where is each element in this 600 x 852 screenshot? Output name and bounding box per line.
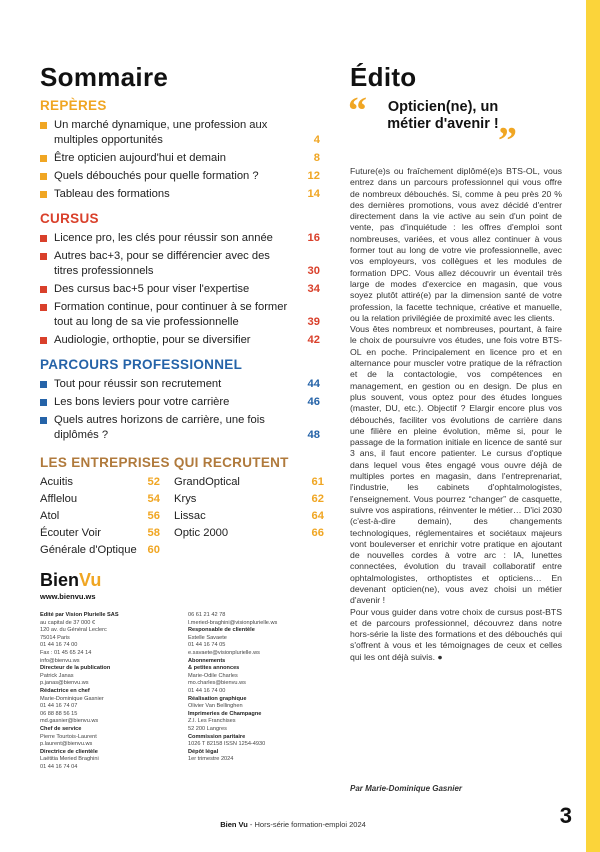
sommaire-title: Sommaire	[40, 62, 169, 92]
toc-item-page: 48	[307, 429, 320, 441]
credit-line: Directrice de clientèle	[40, 748, 98, 755]
square-bullet-icon	[40, 235, 47, 242]
credit-line: Edité par Vision Plurielle SAS	[40, 612, 119, 618]
company-name: Générale d'Optique	[40, 544, 137, 556]
close-quote-icon: ”	[498, 120, 517, 162]
company-page: 64	[311, 510, 324, 522]
company-item[interactable]	[174, 526, 324, 541]
credit-line: Marie-Dominique Gasnier	[40, 695, 104, 702]
company-page: 54	[147, 493, 160, 505]
edito-paragraph: Future(e)s ou fraîchement diplômé(e)s BTS-OL, vous entrez dans un parcours professionnel qui vous offre de nombreux débouchés. Si, comme à peu près 20 % des dernières promotions, vous avez décidé d'entrer directement dans la vie active au sein d'un point de vente, pas d'inquiétude : les offres d'emploi sont nombreuses, variées, et vous allez continuer à vous former tout au long de votre vie professionnelle, avec vos employeurs, vos collègues et les modules de formation DPC. Vous allez découvrir un éventail très large de modes d'exercice en magasin, que vous soyez plutôt attiré(e) par la dimension santé de votre profession, la facette technique, créative et manuelle, ou la relation privilégiée de proximité avec les clients.	[350, 166, 562, 323]
credit-line: 1026 T 82158 ISSN 1254-4930	[188, 741, 266, 748]
company-item[interactable]	[40, 475, 160, 490]
toc-item-label: Licence pro, les clés pour réussir son année	[54, 232, 273, 244]
company-page: 52	[147, 476, 160, 488]
credit-line: 01 44 16 74 05	[188, 642, 226, 649]
company-page: 66	[311, 527, 324, 539]
toc-item[interactable]	[40, 377, 322, 392]
toc-item[interactable]	[40, 395, 322, 410]
toc-item-label: Être opticien aujourd'hui et demain	[54, 152, 226, 164]
edito-body	[350, 166, 562, 663]
company-page: 61	[311, 476, 324, 488]
open-quote-icon: “	[348, 90, 367, 132]
square-bullet-icon	[40, 337, 47, 344]
credit-line: Laëtitia Meried Braghini	[40, 756, 99, 763]
company-name: Lissac	[174, 510, 206, 522]
toc-item-page: 42	[307, 334, 320, 346]
section-title-cursus: CURSUS	[40, 211, 99, 226]
credit-line: 01 44 16 74 00	[40, 642, 78, 649]
company-name: Optic 2000	[174, 527, 229, 539]
edito-paragraph: Vous êtes nombreux et nombreuses, pourtant, à faire le choix de poursuivre vos études, une fois votre BTS-OL en poche. Principalement en licence pro et en alternance pour muscler votre pratique de la réfraction et de la contactologie, vos compétences en management, en gestion ou en design. De plus en plus souvent, vous optez pour des études longues (master, DU, etc.). Objectif ? Elargir encore plus vos débouchés, faciliter vos évolutions de carrière dans une filière en pleine évolution, même si, pour le passage de la formation initiale en licence de santé sur 3 ans, il faut encore patienter. Le cursus d'optique dans lequel vous êtes engagé vous ouvre déjà de multiples portes en magasin, dans l'entreprenariat, l'industrie, les cabinets d'ophtalmologistes, l'enseignement. Vous pourrez “changer” de casquette, suivre vos aspirations, réinventer le métier… D'ici 2030 (c'est-à-dire demain), des changements technologiques, réglementaires et sociétaux majeurs vont bouleverser et enrichir votre pratique en ajoutant de nouvelles cordes à votre arc : IA, lunettes connectées, évolution du travail collaboratif entre ophtalmologistes, orthoptistes et opticiens… En devenant opticien(ne), vous avez choisi un métier d'avenir !	[350, 324, 562, 606]
company-name: Écouter Voir	[40, 527, 101, 539]
credit-line: 75014 Paris	[40, 634, 70, 641]
square-bullet-icon	[40, 173, 47, 180]
credit-line: Z.I. Les Franchises	[188, 718, 236, 725]
company-item[interactable]	[40, 526, 160, 541]
company-item[interactable]	[174, 509, 324, 524]
square-bullet-icon	[40, 381, 47, 388]
company-item[interactable]	[174, 492, 324, 507]
company-page: 58	[147, 527, 160, 539]
company-page: 60	[147, 544, 160, 556]
credit-line: Pierre Tourtois-Laurent	[40, 733, 97, 740]
toc-item-page: 4	[313, 134, 320, 146]
credit-line: info@bienvu.ws	[40, 657, 80, 664]
credit-line: 06 88 88 56 15	[40, 710, 78, 717]
page-footer: Bien Vu - Hors-série formation-emploi 2024	[220, 820, 366, 829]
toc-item-page: 44	[307, 378, 320, 390]
company-item[interactable]	[40, 543, 160, 558]
credit-line: Imprimeries de Champagne	[188, 710, 262, 717]
company-page: 62	[311, 493, 324, 505]
credit-line: 01 44 16 74 04	[40, 763, 78, 770]
square-bullet-icon	[40, 417, 47, 424]
section-title-parcours: PARCOURS PROFESSIONNEL	[40, 357, 243, 372]
toc-item-page: 12	[307, 170, 320, 182]
square-bullet-icon	[40, 155, 47, 162]
credit-line: Responsable de clientèle	[188, 627, 255, 634]
toc-item[interactable]	[40, 300, 322, 330]
credit-line: Marie-Odile Charles	[188, 672, 238, 679]
toc-item-label: Tout pour réussir son recrutement	[54, 378, 222, 390]
toc-item-label: Audiologie, orthoptie, pour se diversifier	[54, 334, 251, 346]
company-name: Afflelou	[40, 493, 78, 505]
toc-item[interactable]	[40, 169, 322, 184]
credit-line: 52 200 Langres	[188, 725, 227, 732]
bienvu-logo: BienVu	[40, 570, 102, 590]
toc-item-page: 30	[307, 265, 320, 277]
companies-grid	[40, 475, 322, 558]
credit-line: Estelle Savaete	[188, 634, 227, 641]
toc-item-page: 16	[307, 232, 320, 244]
credits-column-1	[40, 612, 170, 771]
toc-item[interactable]	[40, 282, 322, 297]
credit-line: au capital de 37 000 €	[40, 619, 96, 626]
edito-paragraph: Pour vous guider dans votre choix de cursus post-BTS et de parcours professionnel, découvrez dans notre hors-série la liste des formations et des débouchés qui s'offrent à vous et les témoignages de ceux et celles qui les ont déjà suivis. ●	[350, 606, 562, 662]
company-item[interactable]	[40, 492, 160, 507]
credit-line: Réalisation graphique	[188, 695, 247, 702]
toc-item-label: Formation continue, pour continuer à se former tout au long de sa vie professionnelle	[54, 301, 288, 328]
toc-item-label: Quels autres horizons de carrière, une fois diplômés ?	[54, 414, 265, 441]
toc-item-page: 34	[307, 283, 320, 295]
toc-item-label: Des cursus bac+5 pour viser l'expertise	[54, 283, 250, 295]
toc-item[interactable]	[40, 333, 322, 348]
credit-line: md.gasnier@bienvu.ws	[40, 718, 99, 725]
credit-line: Chef de service	[40, 725, 82, 732]
toc-item[interactable]	[40, 249, 322, 279]
company-page: 56	[147, 510, 160, 522]
company-item[interactable]	[40, 509, 160, 524]
square-bullet-icon	[40, 191, 47, 198]
edito-headline: Opticien(ne), un métier d'avenir !	[387, 99, 499, 132]
square-bullet-icon	[40, 286, 47, 293]
credit-line: Directeur de la publication	[40, 665, 111, 672]
credit-line: e.savaete@visionplurielle.ws	[188, 649, 260, 656]
credit-line: Commission paritaire	[188, 733, 246, 740]
credit-line: & petites annonces	[188, 665, 240, 672]
credits-column-2	[188, 612, 328, 764]
toc-item-page: 14	[307, 188, 320, 200]
credit-line: 06 61 21 42 78	[188, 612, 226, 618]
edito-title: Édito	[350, 62, 417, 92]
section-title-reperes: REPÈRES	[40, 98, 107, 113]
square-bullet-icon	[40, 399, 47, 406]
credit-line: Olivier Van Bellinghen	[188, 703, 243, 710]
credit-line: p.laurent@bienvu.ws	[40, 741, 93, 748]
toc-item-page: 39	[307, 316, 320, 328]
credit-line: Abonnements	[188, 657, 226, 664]
credit-line: 01 44 16 74 00	[188, 687, 226, 694]
toc-item[interactable]	[40, 151, 322, 166]
bienvu-url[interactable]: www.bienvu.ws	[40, 592, 96, 601]
company-name: Krys	[174, 493, 197, 505]
company-name: Atol	[40, 510, 60, 522]
toc-item-label: Quels débouchés pour quelle formation ?	[54, 170, 259, 182]
toc-item[interactable]	[40, 413, 322, 443]
section-title-entreprises: LES ENTREPRISES QUI RECRUTENT	[40, 455, 289, 470]
page-number: 3	[559, 803, 572, 828]
credit-line: Patrick Janas	[40, 672, 74, 679]
toc-item[interactable]	[40, 231, 322, 246]
credit-line: 01 44 16 74 07	[40, 703, 78, 710]
toc-item-label: Tableau des formations	[54, 188, 170, 200]
company-name: GrandOptical	[174, 476, 240, 488]
square-bullet-icon	[40, 122, 47, 129]
yellow-edge-band	[586, 0, 600, 852]
edito-signature: Par Marie-Dominique Gasnier	[350, 784, 463, 793]
company-name: Acuitis	[40, 476, 73, 488]
credit-line: p.janas@bienvu.ws	[40, 680, 89, 687]
toc-item[interactable]	[40, 118, 322, 148]
credit-line: 120 av. du Général Leclerc	[40, 627, 107, 634]
credit-line: l.meried-braghini@visionplurielle.ws	[188, 619, 278, 626]
toc-item-page: 46	[307, 396, 320, 408]
credit-line: Fax : 01 45 65 24 14	[40, 649, 92, 656]
company-item[interactable]	[174, 475, 324, 490]
square-bullet-icon	[40, 253, 47, 260]
credit-line: Rédactrice en chef	[40, 687, 90, 694]
credit-line: Dépôt légal	[188, 748, 219, 755]
square-bullet-icon	[40, 304, 47, 311]
toc-item-label: Un marché dynamique, une profession aux multiples opportunités	[54, 119, 268, 146]
sommaire-list	[40, 98, 322, 558]
toc-item-label: Autres bac+3, pour se différencier avec des titres professionnels	[54, 250, 270, 277]
credit-line: mo.charles@bienvu.ws	[188, 680, 246, 687]
toc-item-label: Les bons leviers pour votre carrière	[54, 396, 230, 408]
toc-item-page: 8	[313, 152, 320, 164]
credit-line: 1er trimestre 2024	[188, 756, 234, 763]
toc-item[interactable]	[40, 187, 322, 202]
